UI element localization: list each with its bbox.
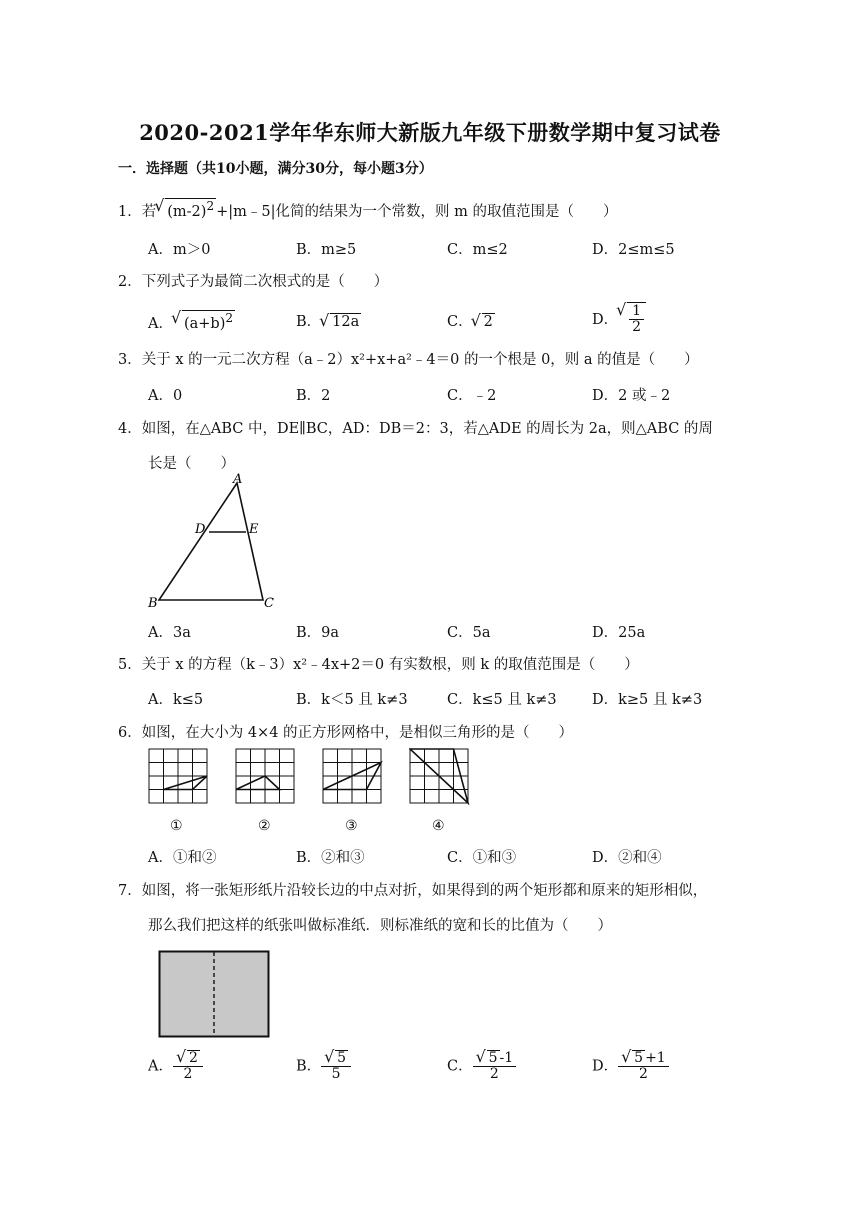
q2-option-d	[592, 302, 646, 336]
q2-d-radical	[627, 302, 646, 336]
question-2-stem: 2．下列式子为最简二次根式的是（ ）	[118, 274, 389, 290]
q2-option-a	[148, 310, 235, 333]
q7-b-fraction	[321, 1050, 351, 1083]
q7-rectangle-figure	[158, 950, 272, 1040]
question-7-stem-line1: 7．如图，将一张矩形纸片沿较长边的中点对折，如果得到的两个矩形都和原来的矩形相似，	[118, 883, 708, 899]
question-5-stem: 5．关于 x 的方程（k﹣3）x²﹣4x+2＝0 有实数根，则 k 的取值范围是（ ）	[118, 657, 639, 673]
q7-d-numerator-tail: +1	[645, 1050, 666, 1066]
q5-option-b: B．k＜5 且 k≠3	[296, 692, 408, 708]
q2-b-radical	[330, 313, 361, 330]
q6-grid-2	[235, 748, 297, 806]
q7-b-numerator: √ 5	[335, 1050, 348, 1066]
q7-d-label: D．	[592, 1058, 619, 1075]
q7-a-denominator: 2	[183, 1066, 193, 1083]
q2-a-label: A．	[148, 315, 173, 332]
q7-a-numerator: √ 2	[187, 1050, 200, 1066]
q6-caption-4: ④	[432, 818, 445, 834]
question-3-stem: 3．关于 x 的一元二次方程（a﹣2）x²+x+a²﹣4＝0 的一个根是 0，则 a 的值是（ ）	[118, 352, 699, 368]
q4-option-a: A．3a	[148, 625, 191, 641]
q2-a-exponent: 2	[225, 311, 234, 325]
q4-triangle-figure	[140, 470, 285, 615]
q7-d-fraction	[618, 1050, 669, 1083]
q5-option-c: C．k≤5 且 k≠3	[447, 692, 557, 708]
q2-c-radical	[482, 313, 495, 330]
section-heading: 一．选择题（共10小题，满分30分，每小题3分）	[118, 161, 433, 177]
q5-option-d: D．k≥5 且 k≠3	[592, 692, 703, 708]
label-d: D	[195, 522, 206, 537]
q6-caption-2: ②	[258, 818, 271, 834]
q2-option-c	[447, 310, 495, 331]
page-title: 2020-2021学年华东师大新版九年级下册数学期中复习试卷	[139, 120, 721, 145]
q1-suffix: +|m﹣5|化简的结果为一个常数，则 m 的取值范围是（ ）	[216, 203, 618, 220]
q5-option-a: A．k≤5	[148, 692, 204, 708]
q7-option-a	[148, 1050, 203, 1083]
q2-option-b	[296, 310, 361, 331]
q6-grid-3	[322, 748, 384, 806]
q7-a-label: A．	[148, 1058, 173, 1075]
q2-a-radicand: (a+b)	[183, 315, 226, 332]
question-1-stem	[118, 198, 618, 221]
q7-c-denominator: 2	[489, 1066, 499, 1083]
q4-option-b: B．9a	[296, 625, 340, 641]
q6-option-b: B．②和③	[296, 850, 365, 866]
q1-exponent: 2	[206, 199, 215, 213]
q7-option-c	[447, 1050, 516, 1083]
q6-option-a: A．①和②	[148, 850, 217, 866]
q6-caption-3: ③	[345, 818, 358, 834]
q2-c-label: C．	[447, 314, 473, 330]
label-b: B	[148, 596, 158, 611]
label-c: C	[264, 596, 274, 611]
label-e: E	[249, 522, 259, 537]
q1-radicand: (m-2)	[167, 203, 207, 220]
q2-c-radicand: 2	[483, 314, 493, 330]
q2-b-radicand: 12a	[332, 314, 360, 330]
triangle-2	[236, 776, 280, 790]
q1-prefix: 1．若	[118, 203, 157, 220]
q1-option-a: A．m＞0	[148, 242, 211, 258]
question-4-stem-line1: 4．如图，在△ABC 中，DE∥BC，AD：DB＝2：3，若△ADE 的周长为 2a，则△ABC 的周	[118, 421, 713, 437]
q7-a-fraction	[173, 1050, 203, 1083]
q7-d-denominator: 2	[638, 1066, 648, 1083]
q7-c-label: C．	[447, 1058, 473, 1075]
question-6-stem: 6．如图，在大小为 4×4 的正方形网格中，是相似三角形的是（ ）	[118, 725, 574, 741]
q4-option-d: D．25a	[592, 625, 646, 641]
question-7-stem-line2: 那么我们把这样的纸张叫做标准纸．则标准纸的宽和长的比值为（ ）	[148, 918, 612, 934]
q3-option-a: A．0	[148, 388, 183, 404]
q6-grid-4	[409, 748, 471, 806]
q7-d-radicand: √ 5	[632, 1050, 645, 1066]
triangle-1	[164, 776, 208, 790]
q6-grid-1	[148, 748, 210, 806]
q7-c-numerator-tail: -1	[499, 1050, 514, 1066]
q1-radical	[165, 198, 216, 220]
triangle-abc	[159, 483, 263, 600]
q3-option-c: C．﹣2	[447, 388, 497, 404]
label-a: A	[233, 472, 243, 487]
q1-option-c: C．m≤2	[447, 242, 508, 258]
q2-d-label: D．	[592, 311, 619, 328]
q2-d-fraction	[629, 304, 644, 336]
q6-option-c: C．①和③	[447, 850, 517, 866]
q6-option-d: D．②和④	[592, 850, 662, 866]
q1-option-b: B．m≥5	[296, 242, 357, 258]
q2-d-numerator: √ 1	[629, 304, 644, 320]
q7-b-denominator: 5	[331, 1066, 341, 1083]
q3-option-d: D．2 或﹣2	[592, 388, 671, 404]
q7-option-d	[592, 1050, 669, 1083]
q7-b-label: B．	[296, 1058, 322, 1075]
q2-a-radical	[182, 310, 235, 332]
q3-option-b: B．2	[296, 388, 331, 404]
q2-b-label: B．	[296, 314, 322, 330]
q7-option-b	[296, 1050, 351, 1083]
q2-d-denominator: 2	[632, 319, 642, 336]
q4-option-c: C．5a	[447, 625, 491, 641]
question-4-stem-line2: 长是（ ）	[148, 456, 235, 472]
q6-caption-1: ①	[170, 818, 183, 834]
q7-c-fraction	[473, 1050, 517, 1083]
q7-c-radicand: √ 5	[487, 1050, 500, 1066]
q1-option-d: D．2≤m≤5	[592, 242, 675, 258]
grid-lines	[149, 749, 207, 803]
